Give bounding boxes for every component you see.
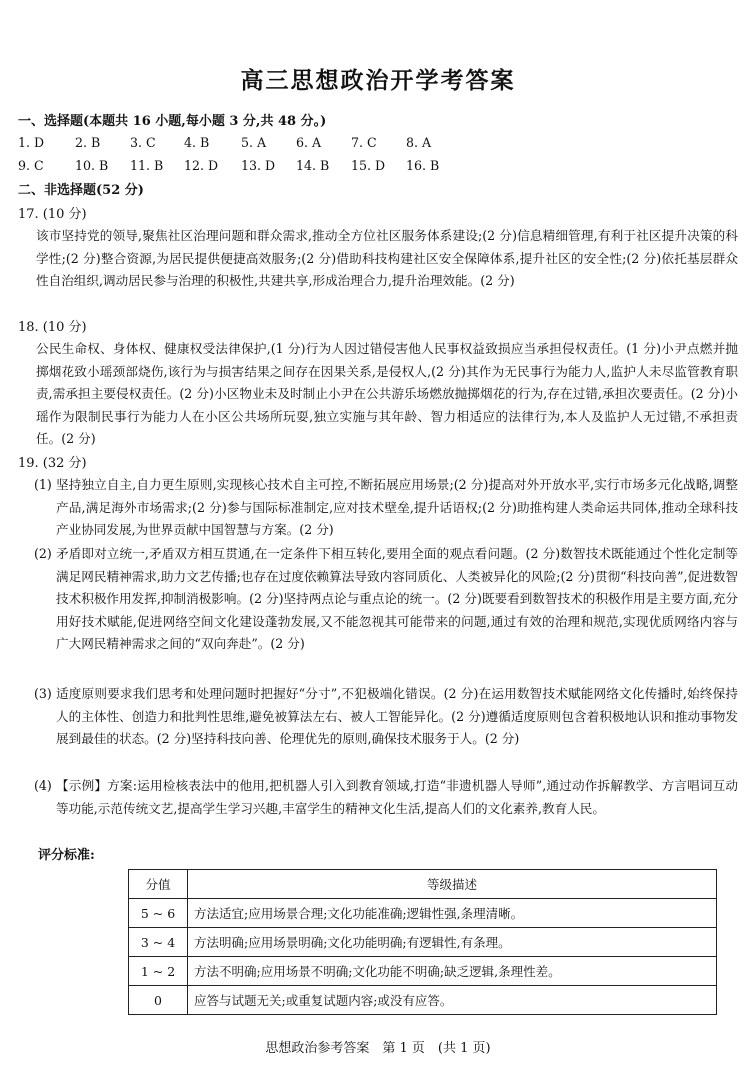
table-row [129, 899, 717, 928]
answer-item: 7. C [351, 135, 377, 150]
answer-item: 12. D [184, 158, 219, 173]
page-footer: 思想政治参考答案 第 1 页 (共 1 页) [265, 1041, 491, 1056]
column-header-score: 分值 [129, 870, 188, 899]
q17-label: 17. (10 分) [18, 207, 87, 222]
answer-item: 9. C [18, 158, 44, 173]
table-row [129, 928, 717, 957]
grading-table-header [129, 870, 717, 899]
answer-item: 8. A [406, 135, 432, 150]
table-row [129, 986, 717, 1015]
q18-label: 18. (10 分) [18, 320, 87, 335]
score-cell: 5 ~ 6 [129, 899, 188, 928]
answer-item: 2. B [75, 135, 101, 150]
answer-item: 14. B [296, 158, 330, 173]
q19-sub2 [34, 543, 738, 656]
q17-answer: 该市坚持党的领导,聚焦社区治理问题和群众需求,推动全方位社区服务体系建设;(2 分)信息精细管理,有利于社区提升决策的科学性;(2 分)整合资源,为居民提供便捷高效服务;(2 分)借助科技构建社区安全保障体系,提升社区的安全性;(2 分)依托基层群众性自治组织,调动居民参与治理的积极性,共建共享,形成治理合力,提升治理效能。(2 分) [36, 228, 738, 288]
q19-sub4-label: (4) [34, 778, 52, 793]
answers-row-2 [18, 158, 461, 173]
q19-sub3 [34, 683, 738, 751]
table-row [129, 957, 717, 986]
section2-heading: 二、非选择题(52 分) [18, 183, 144, 198]
answer-item: 10. B [75, 158, 109, 173]
description-cell: 方法明确;应用场景明确;文化功能明确;有逻辑性,有条理。 [188, 928, 717, 957]
q19-sub1-answer: 坚持独立自主,自力更生原则,实现核心技术自主可控,不断拓展应用场景;(2 分)提高对外开放水平,实行市场多元化战略,调整产品,满足海外市场需求;(2 分)参与国际标准制定,应对技术壁垒,提升话语权;(2 分)助推构建人类命运共同体,推动全球科技产业协同发展,为世界贡献中国智慧与方案。(2 分) [56, 477, 738, 537]
q19-sub1-label: (1) [34, 477, 52, 492]
q19-sub2-answer: 矛盾即对立统一,矛盾双方相互贯通,在一定条件下相互转化,要用全面的观点看问题。(2 分)数智技术既能通过个性化定制等满足网民精神需求,助力文艺传播;也存在过度依赖算法导致内容同质化、人类被异化的风险;(2 分)贯彻“科技向善”,促进数智技术积极作用发挥,抑制消极影响。(2 分)坚持两点论与重点论的统一。(2 分)既要看到数智技术的积极作用是主要方面,充分用好技术赋能,促进网络空间文化建设蓬勃发展,又不能忽视其可能带来的问题,通过有效的治理和规范,实现优质网络内容与广大网民精神需求之间的“双向奔赴”。(2 分) [56, 546, 738, 651]
page-title: 高三思想政治开学考答案 [240, 67, 516, 94]
answer-item: 15. D [351, 158, 386, 173]
description-cell: 方法不明确;应用场景不明确;文化功能不明确;缺乏逻辑,条理性差。 [188, 957, 717, 986]
description-cell: 方法适宜;应用场景合理;文化功能准确;逻辑性强,条理清晰。 [188, 899, 717, 928]
answer-item: 3. C [130, 135, 156, 150]
grading-table [128, 869, 717, 1015]
answer-item: 13. D [241, 158, 276, 173]
score-cell: 3 ~ 4 [129, 928, 188, 957]
answers-row-1 [18, 135, 461, 150]
grading-label: 评分标准: [38, 848, 95, 863]
q19-sub3-label: (3) [34, 686, 52, 701]
q18-answer: 公民生命权、身体权、健康权受法律保护,(1 分)行为人因过错侵害他人民事权益致损应当承担侵权责任。(1 分)小尹点燃并抛掷烟花致小瑶颈部烧伤,该行为与损害结果之间存在因果关系,是侵权人,(2 分)其作为无民事行为能力人,监护人未尽监管教育职责,需承担主要侵权责任。(2 分)小区物业未及时制止小尹在公共游乐场燃放抛掷烟花的行为,存在过错,承担次要责任。(2 分)小瑶作为限制民事行为能力人在小区公共场所玩耍,独立实施与其年龄、智力相适应的法律行为,本人及监护人无过错,不承担责任。(2 分) [36, 341, 738, 446]
q19-sub1 [34, 474, 738, 542]
q19-sub4-answer: 【示例】方案:运用检核表法中的他用,把机器人引入到教育领域,打造“非遗机器人导师”,通过动作拆解教学、方言唱词互动等功能,示范传统文艺,提高学生学习兴趣,丰富学生的精神文化生活,提高人们的文化素养,教育人民。 [56, 778, 738, 816]
answer-item: 4. B [184, 135, 210, 150]
q19-sub3-answer: 适度原则要求我们思考和处理问题时把握好“分寸”,不犯极端化错误。(2 分)在运用数智技术赋能网络文化传播时,始终保持人的主体性、创造力和批判性思维,避免被算法左右、被人工智能异化。(2 分)遵循适度原则包含着积极地认识和推动事物发展到最佳的状态。(2 分)坚持科技向善、伦理优先的原则,确保技术服务于人。(2 分) [56, 686, 738, 746]
q19-sub2-label: (2) [34, 546, 52, 561]
q19-sub4 [34, 775, 738, 820]
section1-heading: 一、选择题(本题共 16 小题,每小题 3 分,共 48 分。) [18, 114, 327, 129]
answer-item: 6. A [296, 135, 322, 150]
answer-item: 16. B [406, 158, 440, 173]
column-header-description: 等级描述 [188, 870, 717, 899]
answer-item: 1. D [18, 135, 45, 150]
q19-label: 19. (32 分) [18, 456, 87, 471]
score-cell: 1 ~ 2 [129, 957, 188, 986]
answer-item: 5. A [241, 135, 267, 150]
answer-item: 11. B [130, 158, 164, 173]
score-cell: 0 [129, 986, 188, 1015]
description-cell: 应答与试题无关;或重复试题内容;或没有应答。 [188, 986, 717, 1015]
